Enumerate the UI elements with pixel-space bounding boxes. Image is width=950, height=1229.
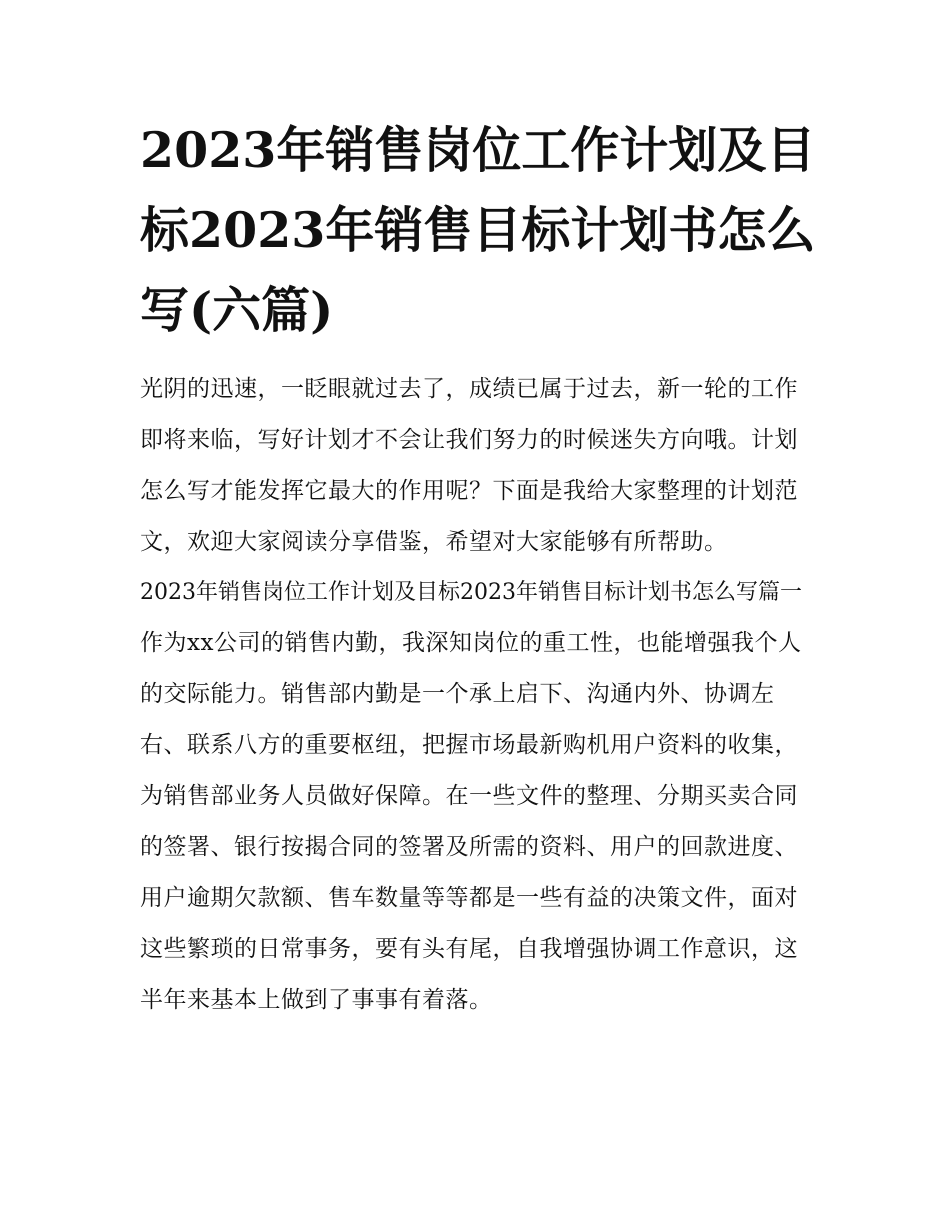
- section-heading: 2023年销售岗位工作计划及目标2023年销售目标计划书怎么写篇一: [140, 580, 802, 605]
- document-title: 2023年销售岗位工作计划及目标2023年销售目标计划书怎么写(六篇): [140, 121, 816, 339]
- intro-paragraph: 光阴的迅速，一眨眼就过去了，成绩已属于过去，新一轮的工作即将来临，写好计划才不会让我们努力的时候迷失方向哦。计划怎么写才能发挥它最大的作用呢？下面是我给大家整理的计划范文，欢迎大家阅读分享借鉴，希望对大家能够有所帮助。: [140, 376, 798, 555]
- document-page: [140, 110, 820, 1026]
- section-paragraph: 作为xx公司的销售内勤，我深知岗位的重工性，也能增强我个人的交际能力。销售部内勤是一个承上启下、沟通内外、协调左右、联系八方的重要枢纽，把握市场最新购机用户资料的收集，为销售部业务人员做好保障。在一些文件的整理、分期买卖合同的签署、银行按揭合同的签署及所需的资料、用户的回款进度、用户逾期欠款额、售车数量等等都是一些有益的决策文件，面对这些繁琐的日常事务，要有头有尾，自我增强协调工作意识，这半年来基本上做到了事事有着落。: [140, 630, 802, 1013]
- document-body: [140, 364, 820, 1026]
